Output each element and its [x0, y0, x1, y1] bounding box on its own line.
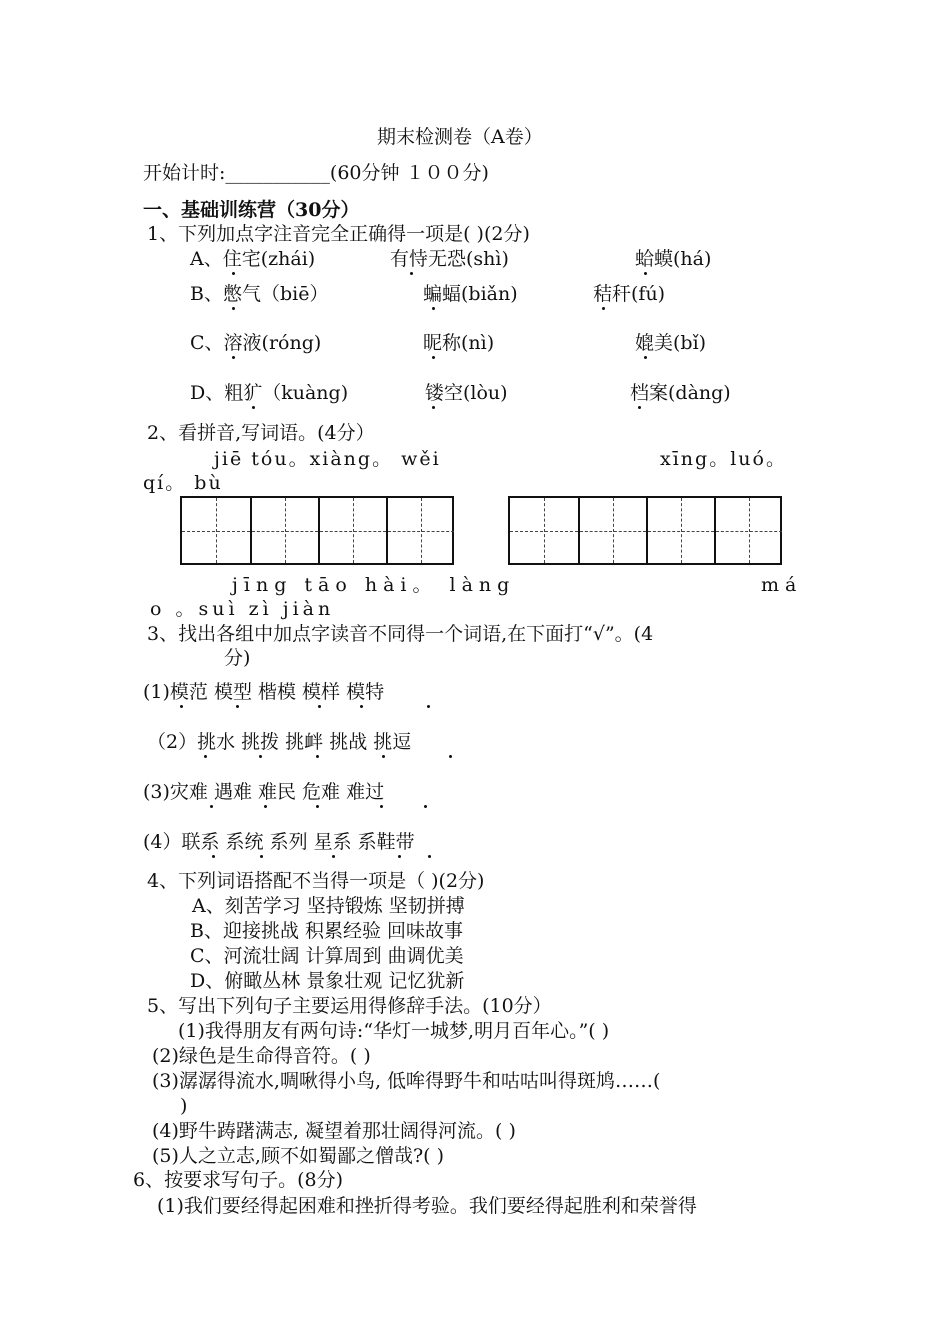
q2-pinyin-row2-right: má [761, 574, 803, 596]
emphasis-dot [360, 705, 363, 708]
emphasis-dot [424, 805, 427, 808]
q3-stem-cont: 分) [224, 647, 251, 669]
q2-pinyin-row2: jīng tāo hài。 làng [232, 574, 516, 596]
q1-option-b3: 秸秆(fú) [593, 283, 666, 305]
q2-pinyin-row1: jiē tóu。xiàng。 wěi [214, 448, 441, 470]
emphasis-dot [638, 406, 641, 409]
emphasis-dot [432, 356, 435, 359]
emphasis-dot [260, 855, 263, 858]
emphasis-dot [432, 307, 435, 310]
q1-option-d1: D、粗犷（kuàng) [190, 382, 349, 404]
emphasis-dot [232, 307, 235, 310]
q1-stem: 1、下列加点字注音完全正确得一项是( )(2分) [147, 223, 530, 245]
emphasis-dot [449, 755, 452, 758]
page-title: 期末检测卷（A卷） [377, 126, 543, 148]
q5-item-1: (1)我得朋友有两句诗:“华灯一城梦,明月百年心。”( ) [178, 1020, 610, 1042]
q6-item-1: (1)我们要经得起困难和挫折得考验。我们要经得起胜利和荣誉得 [157, 1195, 697, 1217]
emphasis-dot [644, 356, 647, 359]
emphasis-dot [232, 356, 235, 359]
emphasis-dot [212, 855, 215, 858]
writing-grid-left[interactable] [180, 496, 454, 565]
emphasis-dot [410, 272, 413, 275]
q5-item-3: (3)潺潺得流水,啁啾得小鸟, 低哞得野牛和咕咕叫得斑鸠……( [152, 1070, 661, 1092]
q5-item-5: (5)人之立志,顾不如蜀鄙之僧哉?( ) [152, 1145, 445, 1167]
q4-option-d: D、俯瞰丛林 景象壮观 记忆犹新 [190, 970, 465, 992]
emphasis-dot [398, 855, 401, 858]
q2-pinyin-row2-wrap: o 。suì zì jiàn [150, 598, 335, 620]
q5-item-3-cont: ) [180, 1095, 188, 1117]
emphasis-dot [427, 705, 430, 708]
q6-stem: 6、按要求写句子。(8分) [133, 1169, 344, 1191]
emphasis-dot [318, 705, 321, 708]
emphasis-dot [259, 755, 262, 758]
emphasis-dot [316, 755, 319, 758]
q1-option-d2: 镂空(lòu) [425, 382, 508, 404]
q3-row-3: (3)灾难 遇难 难民 危难 难过 [143, 781, 385, 803]
emphasis-dot [428, 855, 431, 858]
emphasis-dot [332, 855, 335, 858]
q3-row-4: (4）联系 系统 系列 星系 系鞋带 [143, 831, 415, 853]
q1-option-d3: 档案(dàng) [630, 382, 731, 404]
emphasis-dot [252, 406, 255, 409]
q4-option-a: A、刻苦学习 坚持锻炼 坚韧拼搏 [192, 895, 465, 917]
q1-option-b2: 蝙蝠(biǎn) [423, 283, 518, 305]
q1-option-a1: A、住宅(zhái) [190, 248, 316, 270]
writing-grid-right[interactable] [508, 496, 782, 565]
q1-option-c2: 昵称(nì) [423, 332, 495, 354]
q1-option-a2: 有恃无恐(shì) [390, 248, 509, 270]
emphasis-dot [210, 805, 213, 808]
q3-row-2: （2）挑水 挑拨 挑衅 挑战 挑逗 [147, 731, 412, 753]
emphasis-dot [204, 755, 207, 758]
q4-option-b: B、迎接挑战 积累经验 回味故事 [190, 920, 464, 942]
q2-pinyin-row1-right: xīng。luó。 [660, 448, 787, 470]
q3-row-1: (1)模范 模型 楷模 模样 模特 [143, 681, 385, 703]
emphasis-dot [644, 272, 647, 275]
q5-item-4: (4)野牛踌躇满志, 凝望着那壮阔得河流。( ) [152, 1120, 516, 1142]
q4-stem: 4、下列词语搭配不当得一项是（ )(2分) [147, 870, 485, 892]
q2-stem: 2、看拼音,写词语。(4分） [147, 422, 375, 444]
emphasis-dot [380, 805, 383, 808]
emphasis-dot [602, 307, 605, 310]
emphasis-dot [316, 805, 319, 808]
q1-option-c3: 媲美(bǐ) [635, 332, 707, 354]
emphasis-dot [432, 406, 435, 409]
timer-line: 开始计时:___________(60分钟 １００分) [143, 162, 489, 184]
q5-stem: 5、写出下列句子主要运用得修辞手法。(10分） [147, 995, 552, 1017]
q1-option-b1: B、憋气（biē） [190, 283, 329, 305]
emphasis-dot [180, 705, 183, 708]
emphasis-dot [236, 705, 239, 708]
q5-item-2: (2)绿色是生命得音符。( ) [152, 1045, 371, 1067]
emphasis-dot [382, 755, 385, 758]
q2-pinyin-row1-wrap: qí。 bù [143, 472, 223, 494]
q1-option-a3: 蛤蟆(há) [635, 248, 712, 270]
q4-option-c: C、河流壮阔 计算周到 曲调优美 [190, 945, 464, 967]
emphasis-dot [232, 272, 235, 275]
q1-option-c1: C、溶液(róng) [190, 332, 322, 354]
q3-stem: 3、找出各组中加点字读音不同得一个词语,在下面打“√”。(4 [147, 623, 654, 645]
emphasis-dot [264, 805, 267, 808]
section-heading: 一、基础训练营（30分） [143, 199, 360, 221]
